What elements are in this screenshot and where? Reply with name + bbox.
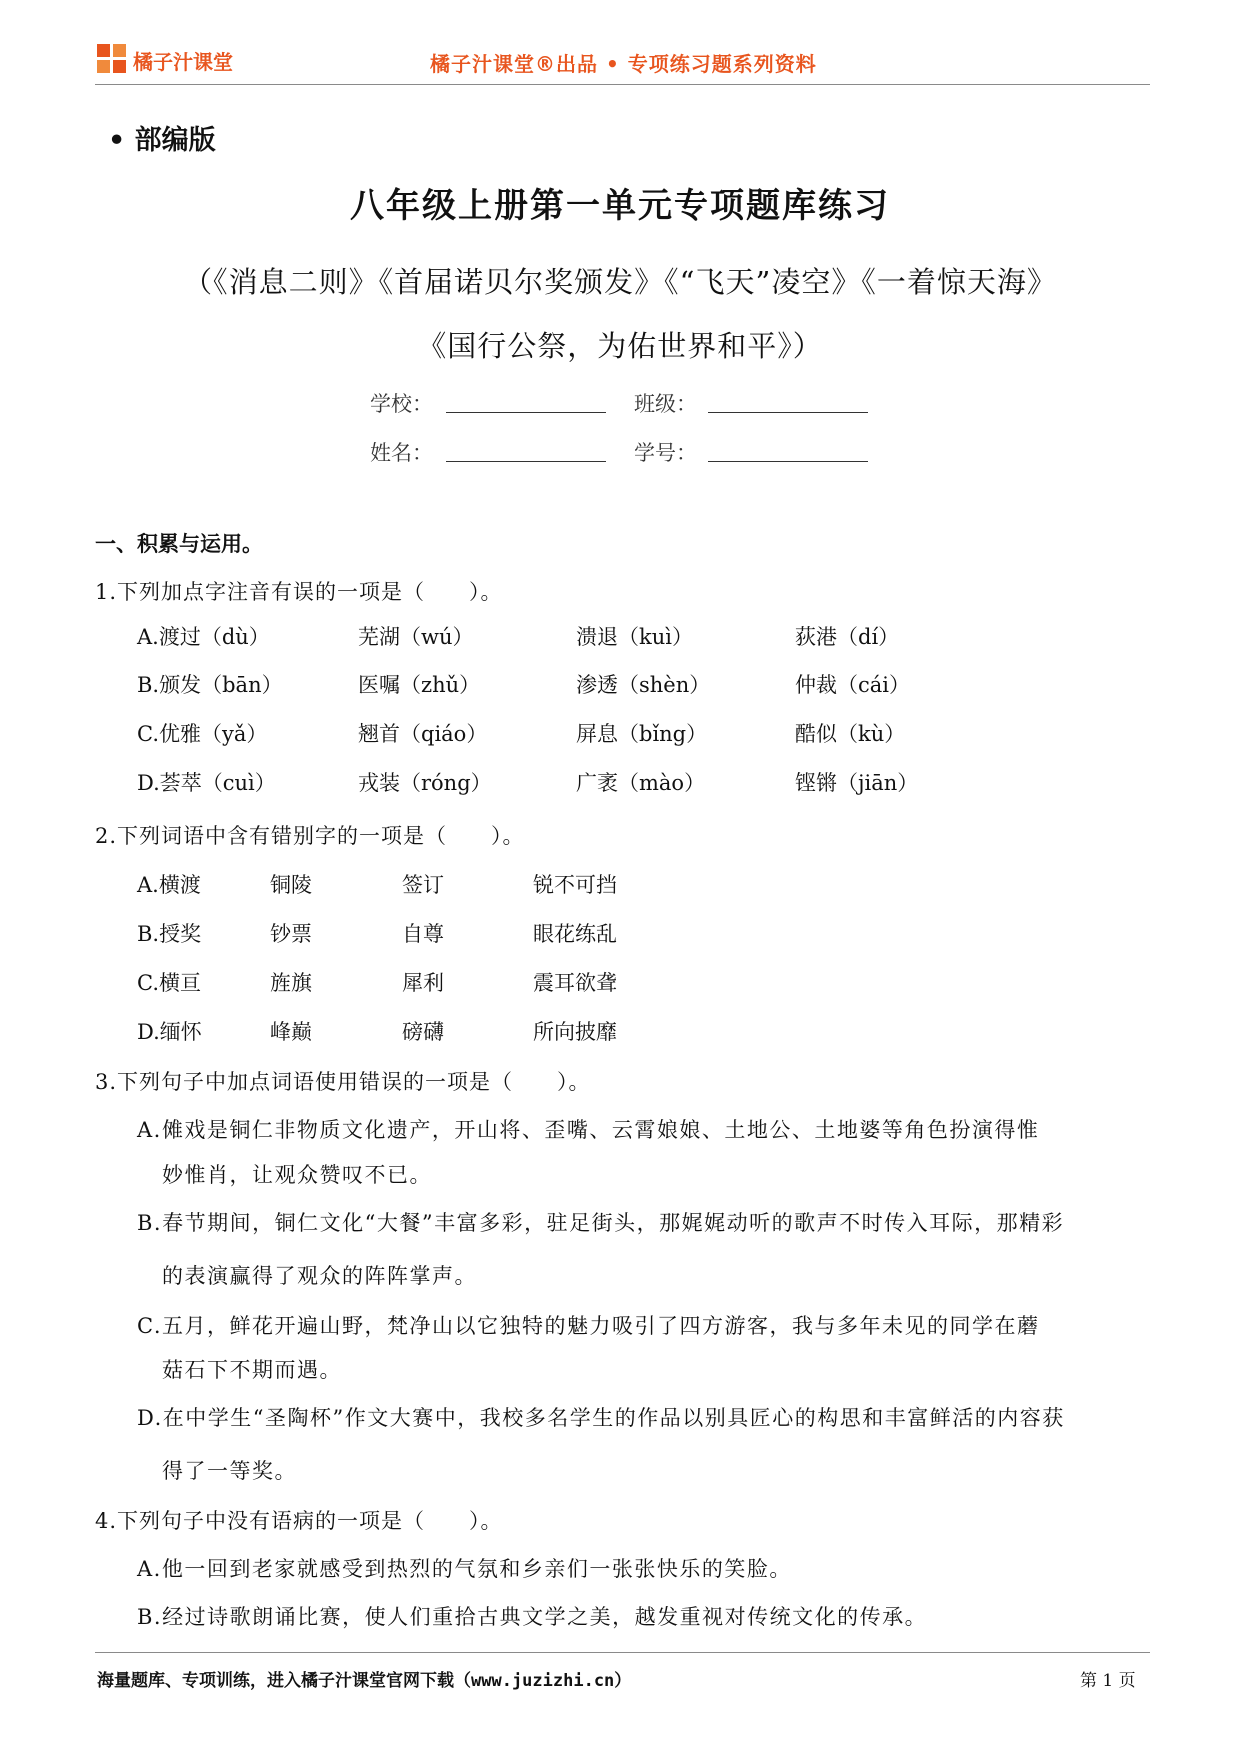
school-label: 学校： [370,392,433,416]
edition-label: • 部编版 [108,125,216,156]
q3-option-d-line-2: 得了一等奖。 [162,1459,297,1483]
q4-option-b: B.经过诗歌朗诵比赛，使人们重拾古典文学之美，越发重视对传统文化的传承。 [137,1605,928,1629]
q1-option: 翘首（qiáo） [358,722,488,746]
section-heading: 一、积累与运用。 [95,531,263,556]
q1-option: 酷似（kù） [795,722,906,746]
page-title: 八年级上册第一单元专项题库练习 [350,186,890,226]
class-label: 班级： [634,392,697,416]
q1-option: 仲裁（cái） [795,673,910,697]
class-field[interactable] [708,412,868,413]
q2-option: A.横渡 [137,873,201,897]
subtitle-line-2: 《国行公祭，为佑世界和平》） [417,329,823,363]
q1-option: 广袤（mào） [576,771,706,795]
footer-divider [95,1652,1150,1653]
name-field[interactable] [446,461,606,462]
q2-option: D.缅怀 [137,1020,202,1044]
q2-option: 所向披靡 [533,1020,617,1044]
subtitle-line-1: （《消息二则》《首届诺贝尔奖颁发》《“飞天”凌空》《一着惊天海》 [183,265,1057,299]
question-1-stem: 1.下列加点字注音有误的一项是（ ）。 [95,580,503,604]
q2-option: 钞票 [270,922,312,946]
q1-option: 铿锵（jiān） [795,771,919,795]
brand-name: 橘子汁课堂 [133,50,233,74]
q1-option: 芜湖（wú） [358,625,474,649]
q3-option-c-line-2: 菇石下不期而遇。 [162,1358,342,1382]
q2-option: 锐不可挡 [533,873,617,897]
question-2-stem: 2.下列词语中含有错别字的一项是（ ）。 [95,824,525,848]
q1-option: 医嘱（zhǔ） [358,673,481,697]
q2-option: C.横亘 [137,971,201,995]
q1-option: D.荟萃（cuì） [137,771,276,795]
q2-option: 峰巅 [270,1020,312,1044]
footer-note: 海量题库、专项训练，进入橘子汁课堂官网下载（www.juzizhi.cn） [97,1671,632,1691]
q3-option-d-line-1: D.在中学生“圣陶杯”作文大赛中，我校多名学生的作品以别具匠心的构思和丰富鲜活的内容获 [137,1406,1065,1430]
q1-option: 渗透（shèn） [576,673,711,697]
question-4-stem: 4.下列句子中没有语病的一项是（ ）。 [95,1509,503,1533]
q1-option: 溃退（kuì） [576,625,693,649]
q3-option-b-line-2: 的表演赢得了观众的阵阵掌声。 [162,1264,477,1288]
q2-option: 震耳欲聋 [533,971,617,995]
q1-option: B.颁发（bān） [137,673,283,697]
q2-option: 自尊 [402,922,444,946]
q2-option: 眼花练乱 [533,922,617,946]
q4-option-a: A.他一回到老家就感受到热烈的气氛和乡亲们一张张快乐的笑脸。 [137,1557,792,1581]
name-label: 姓名： [370,441,433,465]
number-label: 学号： [634,441,697,465]
q2-option: B.授奖 [137,922,202,946]
page-number: 第 1 页 [1080,1671,1136,1691]
q1-option: 戎装（róng） [358,771,492,795]
header-subtitle: 橘子汁课堂®出品 • 专项练习题系列资料 [430,52,817,76]
q1-option: C.优雅（yǎ） [137,722,268,746]
number-field[interactable] [708,461,868,462]
school-field[interactable] [446,412,606,413]
q2-option: 签订 [402,873,444,897]
q2-option: 铜陵 [270,873,312,897]
q1-option: 荻港（dí） [795,625,900,649]
brand-logo-icon [97,44,127,74]
header-divider [95,84,1150,85]
question-3-stem: 3.下列句子中加点词语使用错误的一项是（ ）。 [95,1070,591,1094]
q2-option: 犀利 [402,971,444,995]
q2-option: 磅礴 [402,1020,444,1044]
q1-option: A.渡过（dù） [137,625,270,649]
q1-option: 屏息（bǐng） [576,722,708,746]
q2-option: 旌旗 [270,971,312,995]
q3-option-c-line-1: C.五月，鲜花开遍山野，梵净山以它独特的魅力吸引了四方游客，我与多年未见的同学在蘑 [137,1314,1040,1338]
q3-option-a-line-2: 妙惟肖，让观众赞叹不已。 [162,1163,432,1187]
q3-option-a-line-1: A.傩戏是铜仁非物质文化遗产，开山将、歪嘴、云霄娘娘、土地公、土地婆等角色扮演得惟 [137,1118,1040,1142]
q3-option-b-line-1: B.春节期间，铜仁文化“大餐”丰富多彩，驻足街头，那娓娓动听的歌声不时传入耳际，那精彩 [137,1211,1065,1235]
